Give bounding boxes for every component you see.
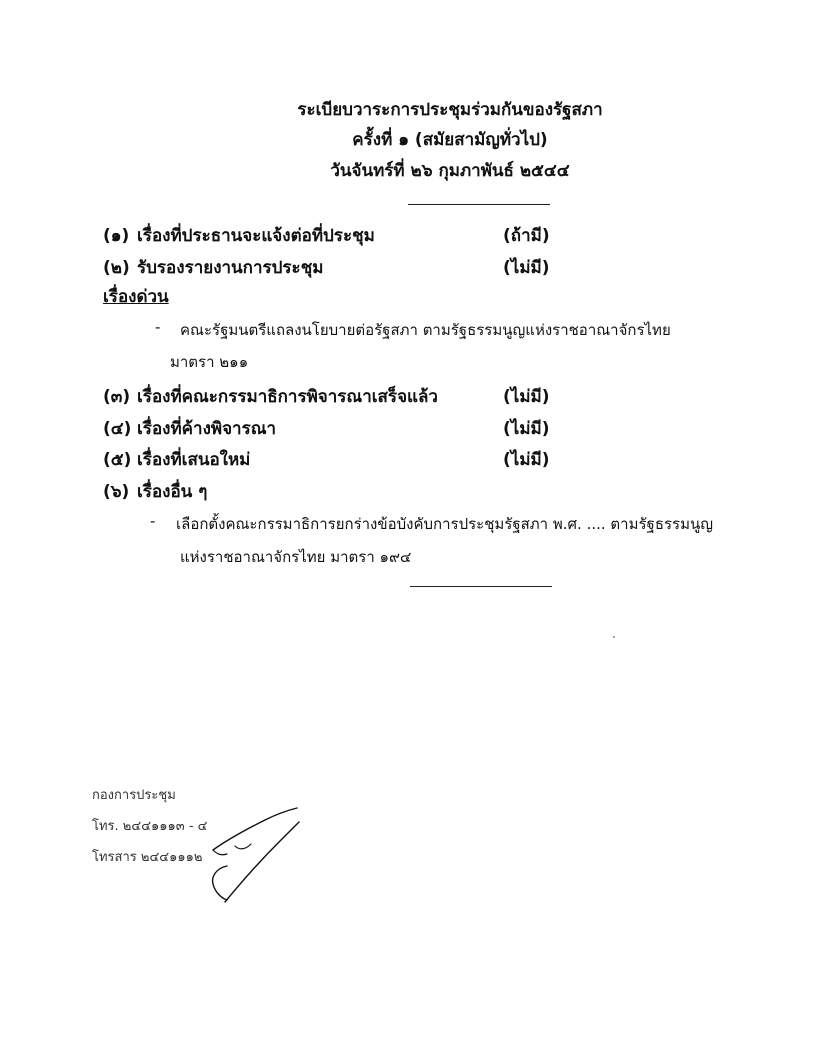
bullet-dash: - <box>150 512 156 530</box>
agenda-item-6 <box>103 478 207 505</box>
agenda-item-label: เรื่องที่เสนอใหม่ <box>137 450 251 470</box>
office-name: กองการประชุม <box>92 788 176 803</box>
session-line: ครั้งที่ ๑ (สมัยสามัญทั่วไป) <box>352 130 548 150</box>
agenda-item-label: เรื่องที่ประธานจะแจ้งต่อที่ประชุม <box>137 226 375 246</box>
end-divider <box>410 586 552 587</box>
agenda-item-number: (๑) <box>103 226 130 246</box>
agenda-item-5 <box>103 446 250 473</box>
agenda-item-number: (๖) <box>103 482 130 502</box>
bullet-dash: - <box>155 318 161 336</box>
fax-number: โทรสาร ๒๔๔๑๑๑๒ <box>92 850 203 865</box>
agenda-item-number: (๔) <box>103 419 132 439</box>
other-item-text-cont: แห่งราชอาณาจักรไทย มาตรา ๑๙๔ <box>180 548 412 566</box>
agenda-item-number: (๒) <box>103 258 130 278</box>
agenda-item-label: เรื่องที่คณะกรรมาธิการพิจารณาเสร็จแล้ว <box>137 387 438 407</box>
agenda-item-status: (ไม่มี) <box>503 450 550 470</box>
agenda-item-status: (ไม่มี) <box>503 419 550 439</box>
agenda-item-2 <box>103 254 323 281</box>
agenda-item-label: เรื่องอื่น ๆ <box>137 482 208 502</box>
phone-number: โทร. ๒๔๔๑๑๑๓ - ๔ <box>92 819 208 834</box>
agenda-item-4 <box>103 415 276 442</box>
agenda-item-number: (๓) <box>103 387 131 407</box>
urgent-heading: เรื่องด่วน <box>103 287 169 307</box>
agenda-item-number: (๕) <box>103 450 132 470</box>
agenda-item-label: เรื่องที่ค้างพิจารณา <box>137 419 277 439</box>
header-divider <box>408 204 550 205</box>
handwritten-signature <box>205 806 305 910</box>
document-title: ระเบียบวาระการประชุมร่วมกันของรัฐสภา <box>297 100 603 120</box>
agenda-item-1 <box>103 222 375 249</box>
urgent-item-text: คณะรัฐมนตรีแถลงนโยบายต่อรัฐสภา ตามรัฐธรรมนูญแห่งราชอาณาจักรไทย <box>180 321 671 339</box>
scan-speck <box>613 636 615 638</box>
agenda-item-3 <box>103 383 438 410</box>
agenda-item-status: (ไม่มี) <box>503 387 550 407</box>
agenda-item-status: (ไม่มี) <box>503 258 550 278</box>
agenda-item-status: (ถ้ามี) <box>503 226 550 246</box>
date-line: วันจันทร์ที่ ๒๖ กุมภาพันธ์ ๒๕๔๔ <box>330 161 570 181</box>
agenda-item-label: รับรองรายงานการประชุม <box>137 258 324 278</box>
other-item-text: เลือกตั้งคณะกรรมาธิการยกร่างข้อบังคับการประชุมรัฐสภา พ.ศ. .... ตามรัฐธรรมนูญ <box>176 515 714 533</box>
urgent-item-text-cont: มาตรา ๒๑๑ <box>170 353 249 371</box>
